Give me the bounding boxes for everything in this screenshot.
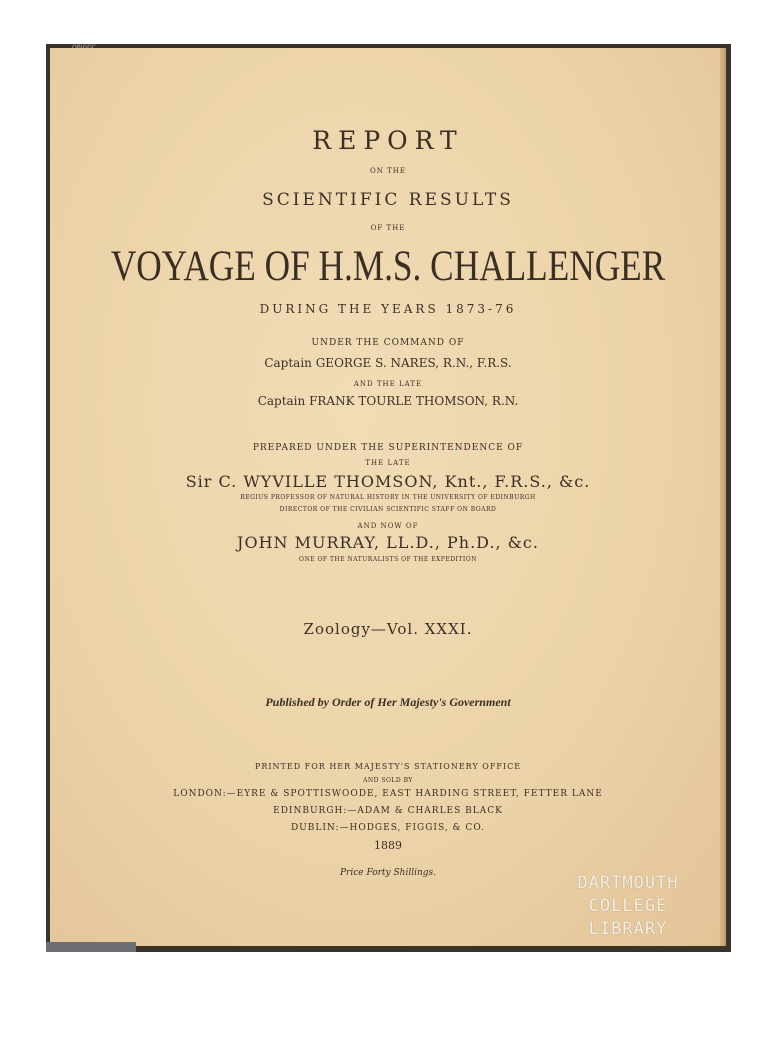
title-page [50, 48, 726, 946]
published-by-order: Published by Order of Her Majesty's Government [265, 695, 511, 709]
stamp-line-2: COLLEGE [588, 896, 668, 916]
captain-thomson: Captain FRANK TOURLE THOMSON, R.N. [257, 394, 519, 408]
of-the-text: OF THE [370, 224, 406, 232]
london-publisher: LONDON:—EYRE & SPOTTISWOODE, EAST HARDING STREET, FETTER LANE [173, 789, 603, 799]
publication-year: 1889 [374, 839, 402, 852]
printed-for-text: PRINTED FOR HER MAJESTY'S STATIONERY OFFICE [254, 762, 522, 771]
regius-professor-text: REGIUS PROFESSOR OF NATURAL HISTORY IN THE UNIVERSITY OF EDINBURGH [240, 494, 536, 501]
stamp-line-3: LIBRARY [588, 919, 668, 939]
sir-wyville-thomson: Sir C. WYVILLE THOMSON, Knt., F.R.S., &c. [185, 472, 591, 491]
and-now-of-text: AND NOW OF [357, 522, 419, 530]
captain-nares: Captain GEORGE S. NARES, R.N., F.R.S. [264, 356, 512, 370]
voyage-title: VOYAGE OF H.M.S. CHALLENGER [110, 243, 666, 290]
sold-by-text: AND SOLD BY [363, 777, 413, 784]
under-command-text: UNDER THE COMMAND OF [311, 338, 465, 348]
edinburgh-publisher: EDINBURGH:—ADAM & CHARLES BLACK [273, 806, 503, 816]
stamp-line-1: DARTMOUTH [577, 873, 679, 893]
on-the-text: ON THE [370, 167, 406, 175]
scan-bottom-strip [46, 942, 136, 952]
john-murray: JOHN MURRAY, LL.D., Ph.D., &c. [237, 533, 539, 552]
naturalists-text: ONE OF THE NATURALISTS OF THE EXPEDITION [299, 556, 477, 563]
price-text: Price Forty Shillings. [339, 868, 436, 878]
dublin-publisher: DUBLIN:—HODGES, FIGGIS, & CO. [290, 823, 486, 833]
director-text: DIRECTOR OF THE CIVILIAN SCIENTIFIC STAFF ON BOARD [279, 506, 497, 513]
and-the-late-text: AND THE LATE [353, 380, 423, 388]
prepared-text: PREPARED UNDER THE SUPERINTENDENCE OF [252, 443, 524, 453]
the-late-text: THE LATE [365, 459, 411, 467]
report-heading: REPORT [312, 126, 464, 155]
library-stamp [558, 872, 698, 941]
zoology-volume: Zoology—Vol. XXXI. [303, 620, 473, 638]
years-subtitle: DURING THE YEARS 1873-76 [259, 302, 517, 316]
scientific-results-heading: SCIENTIFIC RESULTS [262, 190, 514, 210]
